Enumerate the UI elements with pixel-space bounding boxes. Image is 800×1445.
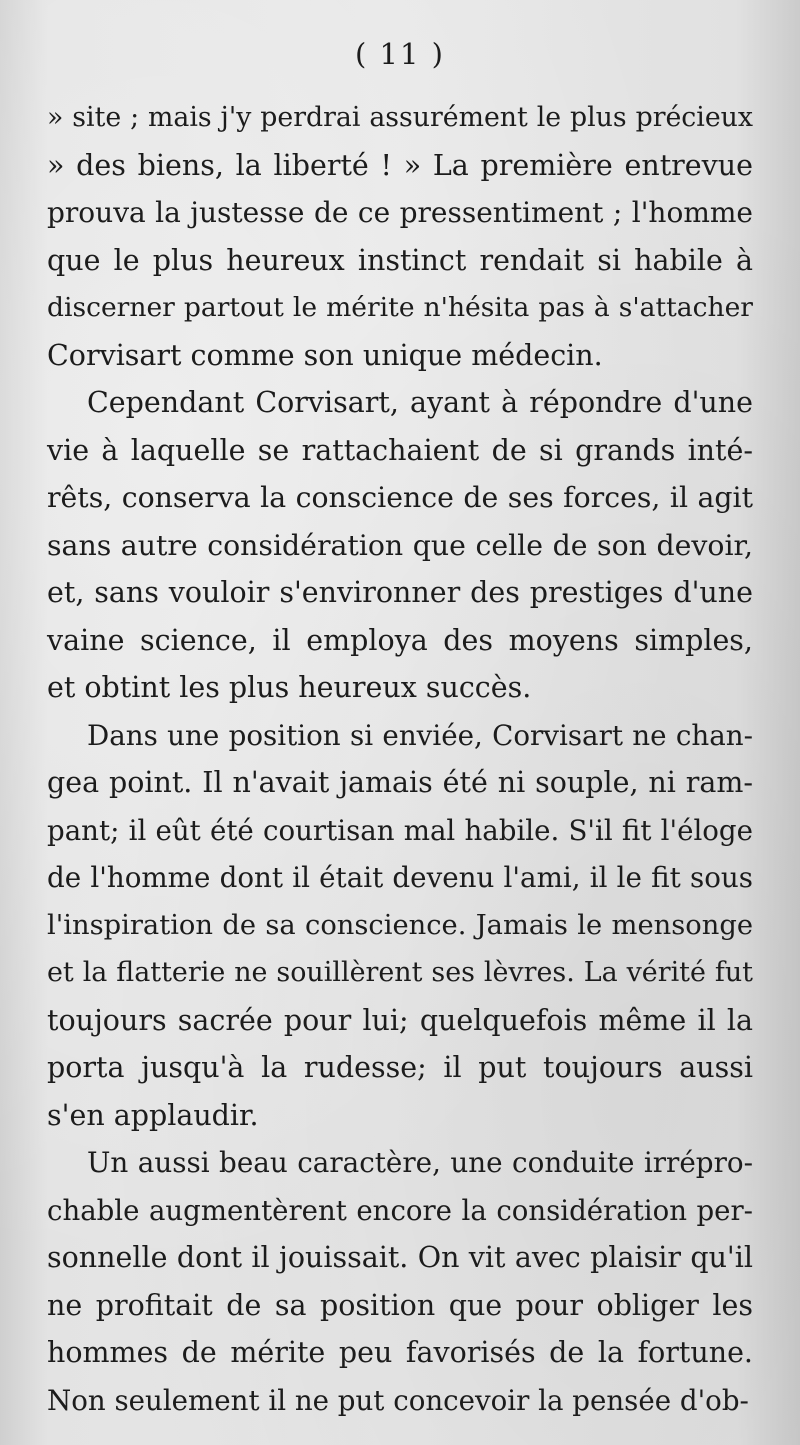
- text-line: Corvisart comme son unique médecin.: [47, 338, 603, 372]
- paragraph: [47, 379, 753, 712]
- text-line: sonnelle dont il jouissait. On vit avec plaisir qu'il: [47, 1241, 753, 1274]
- text-line: Cependant Corvisart, ayant à répondre d'une: [87, 386, 753, 419]
- text-line: et, sans vouloir s'environner des prestiges d'une: [47, 576, 753, 609]
- text-line: prouva la justesse de ce pressentiment ; l'homme: [47, 196, 753, 229]
- text-line: ne profitait de sa position que pour obliger les: [47, 1288, 753, 1322]
- page-number: ( 11 ): [355, 37, 445, 71]
- text-line: et la flatterie ne souillèrent ses lèvres. La vérité fut: [47, 957, 753, 988]
- text-line: » des biens, la liberté ! » La première entrevue: [47, 148, 753, 182]
- paragraph: [47, 1139, 753, 1424]
- text-line: Non seulement il ne put concevoir la pensée d'ob-: [47, 1383, 749, 1417]
- text-line: vie à laquelle se rattachaient de si grands inté-: [47, 433, 753, 467]
- text-line: Dans une position si enviée, Corvisart ne chan-: [87, 718, 753, 752]
- text-line: s'en applaudir.: [47, 1098, 259, 1132]
- text-line: Un aussi beau caractère, une conduite irrépro-: [87, 1146, 753, 1179]
- text-line: sans autre considération que celle de son devoir,: [47, 528, 753, 562]
- text-line: et obtint les plus heureux succès.: [47, 671, 532, 704]
- text-line: l'inspiration de sa conscience. Jamais le mensonge: [47, 909, 753, 941]
- text-line: chable augmentèrent encore la considération per-: [47, 1193, 753, 1227]
- text-line: pant; il eût été courtisan mal habile. S'il fit l'éloge: [47, 813, 753, 847]
- body-text: [47, 94, 753, 1424]
- text-line: discerner partout le mérite n'hésita pas à s'attacher: [47, 292, 753, 323]
- text-line: rêts, conserva la conscience de ses forces, il agit: [47, 481, 753, 514]
- text-line: gea point. Il n'avait jamais été ni souple, ni ram-: [47, 766, 753, 799]
- text-line: que le plus heureux instinct rendait si habile à: [47, 243, 753, 277]
- paragraph: [47, 712, 753, 1140]
- text-line: toujours sacrée pour lui; quelquefois même il la: [47, 1003, 753, 1037]
- text-line: vaine science, il employa des moyens simples,: [47, 623, 753, 657]
- text-line: porta jusqu'à la rudesse; il put toujours aussi: [47, 1051, 753, 1084]
- paragraph: [47, 94, 753, 379]
- text-line: de l'homme dont il était devenu l'ami, il le fit sous: [47, 861, 753, 894]
- text-line: hommes de mérite peu favorisés de la fortune.: [47, 1336, 753, 1369]
- text-line: » site ; mais j'y perdrai assurément le plus précieux: [47, 102, 753, 133]
